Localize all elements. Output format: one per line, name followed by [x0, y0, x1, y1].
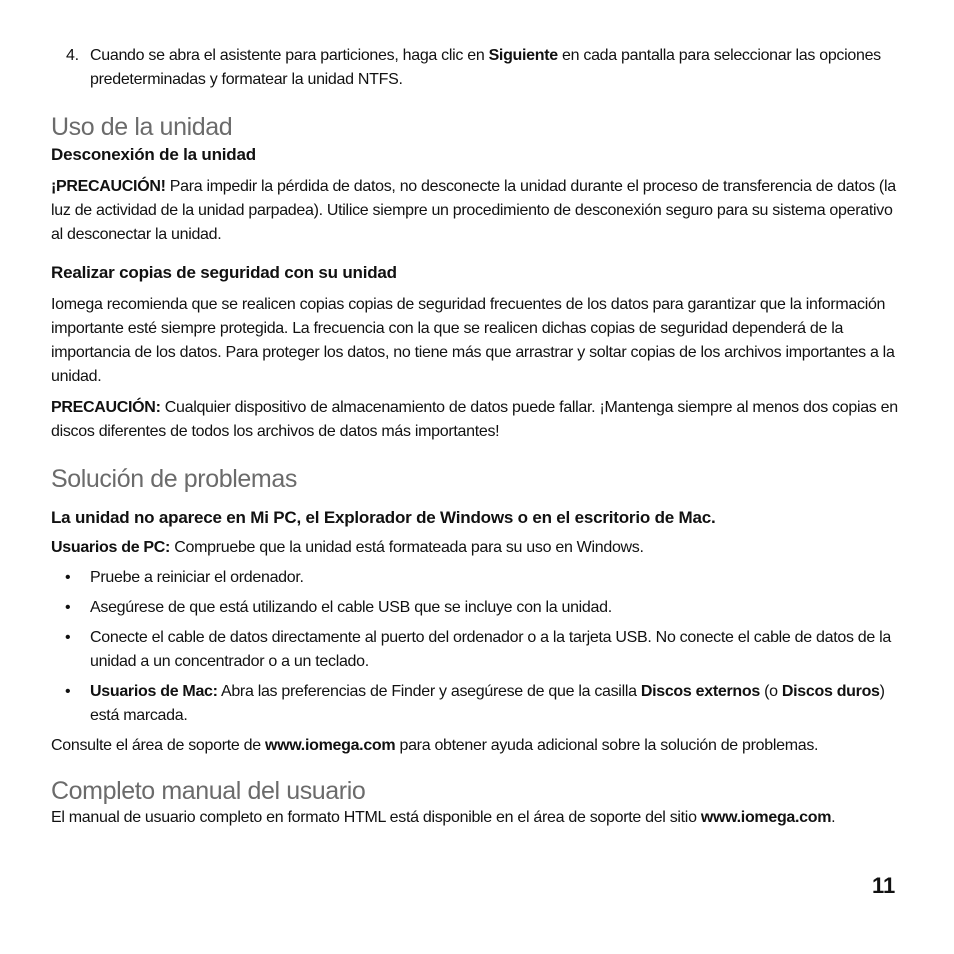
caution-paragraph	[51, 396, 906, 444]
pc-users-label: Usuarios de PC:	[51, 539, 171, 556]
list-item	[51, 566, 906, 590]
hard-disks-label: Discos duros	[781, 683, 880, 700]
manual-paragraph	[51, 806, 906, 830]
support-paragraph	[51, 734, 906, 758]
mac-text-middle: (o	[759, 683, 782, 700]
bullet-icon: •	[65, 599, 71, 616]
subheading-backup: Realizar copias de seguridad con su unidad	[51, 263, 397, 282]
warning-text: Para impedir la pérdida de datos, no desconecte la unidad durante el proceso de transferencia de datos (la luz de actividad de la unidad parpadea). Utilice siempre un procedimiento de desconexión seguro para su sistema operativo al desconectar la unidad.	[51, 178, 896, 243]
list-item-text: Asegúrese de que está utilizando el cable USB que se incluye con la unidad.	[90, 599, 612, 616]
warning-label: ¡PRECAUCIÓN!	[51, 178, 166, 195]
bullet-icon: •	[65, 569, 71, 586]
list-item-mac	[51, 680, 906, 728]
list-item-text: Pruebe a reiniciar el ordenador.	[90, 569, 304, 586]
mac-users-label: Usuarios de Mac:	[90, 683, 218, 700]
bullet-icon: •	[65, 629, 71, 646]
next-button-reference: Siguiente	[488, 47, 558, 64]
list-item	[51, 596, 906, 620]
section-heading-troubleshooting: Solución de problemas	[51, 465, 297, 493]
disconnect-warning	[51, 175, 906, 247]
mac-text-end: ) está marcada.	[90, 683, 885, 724]
step-number: 4.	[66, 47, 79, 64]
step-text-end: en cada pantalla para seleccionar las opciones predeterminadas y formatear la unidad NTFS.	[90, 47, 881, 88]
manual-link[interactable]: www.iomega.com	[700, 809, 832, 826]
section-heading-manual: Completo manual del usuario	[51, 777, 366, 805]
step-text-start: Cuando se abra el asistente para particiones, haga clic en	[90, 47, 489, 64]
pc-users-text: Compruebe que la unidad está formateada para su uso en Windows.	[170, 539, 644, 556]
step-4	[51, 44, 906, 92]
caution-text: Cualquier dispositivo de almacenamiento de datos puede fallar. ¡Mantenga siempre al menos dos copias en discos diferentes de todos los archivos de datos más importantes!	[51, 399, 898, 440]
mac-text-start: Abra las preferencias de Finder y asegúrese de que la casilla	[217, 683, 641, 700]
section-heading-uso: Uso de la unidad	[51, 113, 233, 141]
backup-paragraph: Iomega recomienda que se realicen copias copias de seguridad frecuentes de los datos para garantizar que la información importante esté siempre protegida. La frecuencia con la que se realicen dichas copias de seguridad dependerá de la importancia de los datos. Para proteger los datos, no tiene más que arrastrar y soltar copias de los archivos importantes a la unidad.	[51, 296, 895, 385]
pc-users-paragraph	[51, 536, 906, 560]
troubleshooting-list	[51, 566, 906, 728]
support-text-end: para obtener ayuda adicional sobre la solución de problemas.	[395, 737, 819, 754]
list-item-text: Conecte el cable de datos directamente al puerto del ordenador o a la tarjeta USB. No conecte el cable de datos de la unidad a un concentrador o a un teclado.	[90, 629, 891, 670]
list-item	[51, 626, 906, 674]
manual-text-end: .	[831, 809, 836, 826]
bullet-icon: •	[65, 683, 71, 700]
page-number: 11	[872, 873, 896, 898]
support-link[interactable]: www.iomega.com	[264, 737, 396, 754]
caution-label: PRECAUCIÓN:	[51, 399, 161, 416]
external-disks-label: Discos externos	[640, 683, 760, 700]
support-text-start: Consulte el área de soporte de	[51, 737, 265, 754]
manual-page	[51, 44, 906, 830]
manual-text-start: El manual de usuario completo en formato HTML está disponible en el área de soporte del sitio	[51, 809, 701, 826]
subheading-disconnect: Desconexión de la unidad	[51, 145, 256, 164]
subheading-drive-not-shown: La unidad no aparece en Mi PC, el Explorador de Windows o en el escritorio de Mac.	[51, 508, 716, 527]
